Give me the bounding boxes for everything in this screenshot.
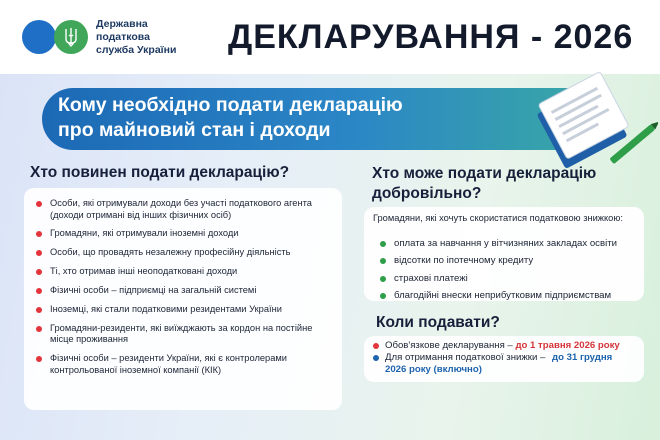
list-item bbox=[378, 290, 640, 302]
bullet-icon bbox=[36, 201, 42, 207]
page-title: ДЕКЛАРУВАННЯ - 2026 bbox=[228, 18, 634, 56]
bullet-icon bbox=[36, 326, 42, 332]
trident-icon bbox=[54, 20, 88, 54]
bullet-icon bbox=[373, 355, 379, 361]
bullet-icon bbox=[380, 258, 386, 264]
who-must-card bbox=[24, 188, 342, 410]
list-item bbox=[378, 238, 640, 250]
when-mandatory-date: до 1 травня 2026 року bbox=[515, 340, 620, 351]
banner-line-1: Кому необхідно подати декларацію bbox=[58, 94, 403, 116]
list-item-text: Особи, що провадять незалежну професійну діяльність bbox=[50, 247, 291, 258]
list-item bbox=[34, 285, 334, 297]
who-may-title-line-1: Хто може подати декларацію bbox=[372, 165, 597, 182]
when-title: Коли подавати? bbox=[376, 314, 500, 331]
bullet-icon bbox=[36, 356, 42, 362]
list-item bbox=[34, 198, 334, 221]
list-item bbox=[34, 304, 334, 316]
bullet-icon bbox=[380, 276, 386, 282]
bullet-icon bbox=[36, 250, 42, 256]
list-item bbox=[34, 323, 334, 346]
when-card bbox=[364, 336, 644, 382]
list-item bbox=[34, 266, 334, 278]
list-item bbox=[34, 228, 334, 240]
when-discount-date-2: 2026 року (включно) bbox=[385, 364, 482, 375]
list-item bbox=[378, 255, 640, 267]
list-item-text: Фізичні особи – підприємці на загальній системі bbox=[50, 285, 257, 296]
who-may-list bbox=[378, 238, 640, 307]
when-mandatory bbox=[373, 340, 620, 352]
list-item-text: Ті, хто отримав інші неоподатковані доходи bbox=[50, 266, 238, 277]
bullet-icon bbox=[36, 307, 42, 313]
agency-line-3: служба України bbox=[96, 44, 177, 56]
agency-line-2: податкова bbox=[96, 31, 150, 43]
bullet-icon bbox=[380, 293, 386, 299]
list-item-text: страхові платежі bbox=[394, 272, 468, 284]
list-item-text: Фізичні особи – резиденти України, які є контролерами контрольованої іноземної компанії (КІК) bbox=[50, 353, 287, 375]
who-must-list bbox=[34, 198, 334, 384]
when-mandatory-label: Обов'язкове декларування – bbox=[385, 340, 513, 351]
list-item-text: благодійні внески неприбутковим підприємствам bbox=[394, 289, 612, 301]
banner-title bbox=[58, 93, 498, 143]
who-may-title bbox=[372, 164, 596, 204]
when-discount-date-1: до 31 грудня bbox=[552, 352, 613, 363]
list-item-text: Іноземці, які стали податковими резидентами України bbox=[50, 303, 282, 314]
when-discount bbox=[373, 352, 612, 364]
logo-blue-circle bbox=[22, 20, 56, 54]
bullet-icon bbox=[36, 231, 42, 237]
list-item-text: Особи, які отримували доходи без участі податкового агента (доходи отримані від інших фізичних осіб) bbox=[50, 198, 312, 220]
bullet-icon bbox=[373, 343, 379, 349]
list-item-text: Громадяни, які отримували іноземні доходи bbox=[50, 228, 239, 239]
bullet-icon bbox=[36, 269, 42, 275]
list-item-text: Громадяни-резиденти, які виїжджають за кордон на постійне місце проживання bbox=[50, 322, 313, 345]
when-discount-label: Для отримання податкової знижки – bbox=[385, 352, 546, 363]
banner-line-2: про майновий стан і доходи bbox=[58, 119, 331, 141]
bullet-icon bbox=[36, 288, 42, 294]
list-item-text: оплата за навчання у вітчизняних закладах освіти bbox=[394, 238, 617, 249]
who-may-card bbox=[364, 207, 644, 301]
who-may-title-line-2: добровільно? bbox=[372, 185, 482, 202]
bullet-icon bbox=[380, 241, 386, 247]
who-may-intro: Громадяни, які хочуть скористатися податковою знижкою: bbox=[373, 213, 623, 223]
list-item bbox=[34, 353, 334, 376]
list-item bbox=[34, 247, 334, 259]
list-item bbox=[378, 273, 640, 285]
agency-line-1: Державна bbox=[96, 18, 148, 30]
agency-name bbox=[96, 18, 216, 57]
list-item-text: відсотки по іпотечному кредиту bbox=[394, 255, 534, 267]
who-must-title: Хто повинен подати декларацію? bbox=[30, 164, 290, 181]
